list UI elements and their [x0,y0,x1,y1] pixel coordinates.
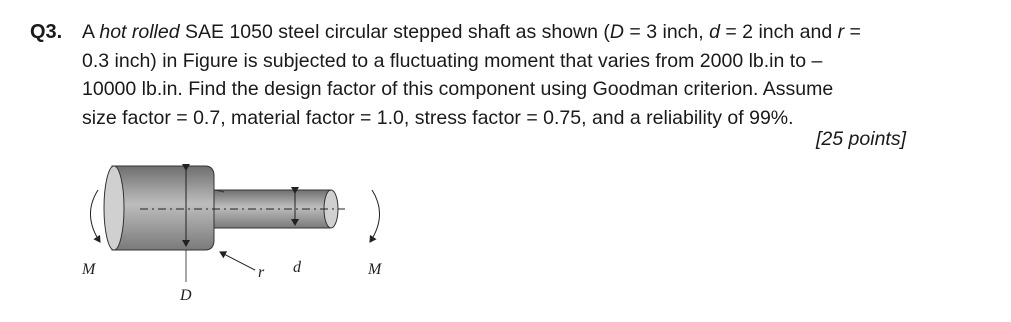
label-r: r [258,264,265,281]
d-value: = 2 inch and [719,21,838,43]
label-M-left: M [82,261,96,278]
question-line-4: size factor = 0.7, material factor = 1.0, stress factor = 0.75, and a reliability of 99%. [82,106,794,129]
r-leader [220,252,255,270]
question-line-1-rest: SAE 1050 steel circular stepped shaft as shown ( [179,21,610,43]
D-value: = 3 inch, [624,21,710,43]
left-moment-arrow [90,190,100,242]
right-moment-arrow [370,190,380,242]
shaft-large-section [112,166,214,250]
symbol-D: D [609,21,624,43]
symbol-r: r [837,21,845,43]
label-d: d [293,259,301,276]
material-condition: hot rolled [99,21,180,43]
points-label: [25 points] [816,128,906,150]
question-line-2: 0.3 inch) in Figure is subjected to a fluctuating moment that varies from 2000 lb.in to – [82,49,823,72]
label-M-right: M [368,261,382,278]
shaft-left-end [104,166,124,250]
label-D: D [180,287,192,304]
question-line-3: 10000 lb.in. Find the design factor of this component using Goodman criterion. Assume [82,78,834,100]
symbol-d: d [709,21,720,43]
r-value: = [844,21,861,43]
question-prefix: A [82,21,100,43]
question-number: Q3. [30,21,63,43]
